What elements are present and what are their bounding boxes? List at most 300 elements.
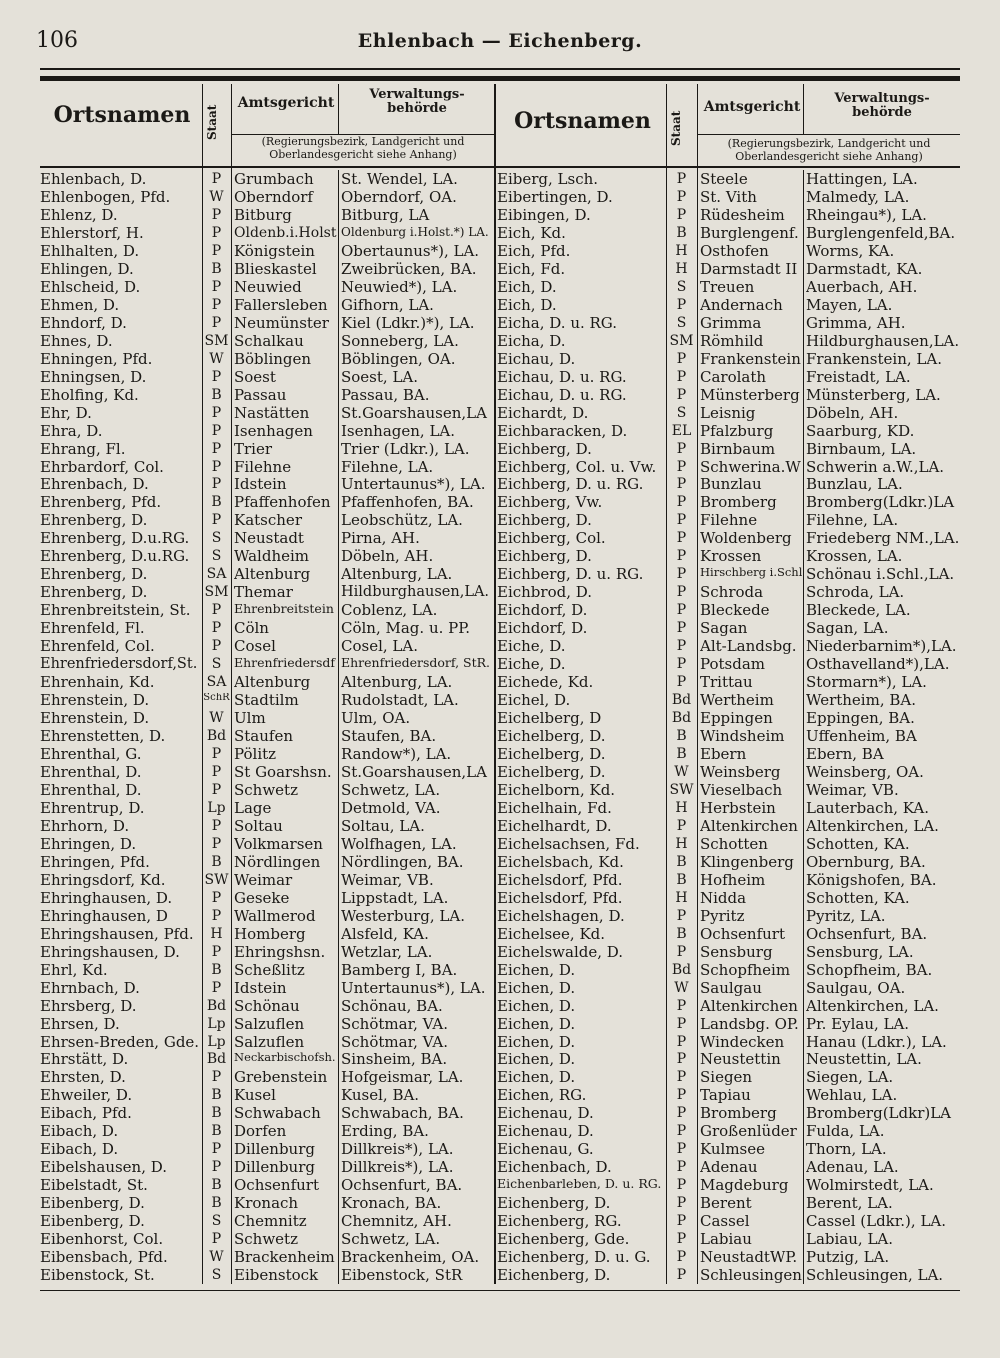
ortsname-cell: Eichberg, D. — [497, 441, 592, 457]
amtsgericht-cell: Münsterberg — [700, 387, 800, 403]
verwaltungsbehoerde-cell: Randow*), LA. — [341, 747, 452, 762]
amtsgericht-cell: Darmstadt II — [700, 261, 798, 277]
staat-cell: P — [211, 225, 222, 241]
amtsgericht-cell: Filehne — [234, 459, 292, 475]
verwaltungsbehoerde-cell: Freistadt, LA. — [806, 369, 911, 385]
amtsgericht-cell: Labiau — [700, 1232, 752, 1248]
staat-cell: B — [211, 1124, 222, 1140]
staat-cell: P — [676, 639, 687, 655]
verwaltungsbehoerde-cell: Gifhorn, LA. — [341, 297, 434, 313]
header-ortsnamen-left: Ortsnamen — [53, 102, 191, 128]
amtsgericht-cell: Ehrenfriedersdf — [234, 657, 336, 671]
staat-cell: P — [676, 369, 687, 385]
staat-cell: P — [211, 315, 222, 331]
verwaltungsbehoerde-cell: Wolmirstedt, LA. — [806, 1178, 934, 1194]
ortsname-cell: Eichenberg, D. — [497, 1268, 611, 1284]
verwaltungsbehoerde-cell: Bromberg(Ldkr.)LA — [806, 495, 955, 511]
verwaltungsbehoerde-cell: Hildburghausen,LA. — [806, 333, 959, 349]
staat-cell: B — [211, 387, 222, 403]
amtsgericht-cell: Windecken — [700, 1034, 785, 1050]
header-inner-rule — [697, 134, 960, 135]
staat-cell: P — [676, 818, 687, 834]
ortsname-cell: Eichdorf, D. — [497, 621, 588, 637]
amtsgericht-cell: Altenburg — [234, 675, 311, 691]
amtsgericht-cell: Sensburg — [700, 944, 773, 960]
staat-cell: SA — [206, 675, 227, 691]
ortsname-cell: Eiche, D. — [497, 639, 566, 655]
verwaltungsbehoerde-cell: Cassel (Ldkr.), LA. — [806, 1214, 947, 1230]
amtsgericht-cell: Schroda — [700, 585, 764, 601]
amtsgericht-cell: Trier — [234, 441, 273, 457]
ortsname-cell: Eibertingen, D. — [497, 189, 613, 205]
verwaltungsbehoerde-cell: Pfaffenhofen, BA. — [341, 495, 474, 511]
verwaltungsbehoerde-cell: Döbeln, AH. — [341, 549, 434, 565]
verwaltungsbehoerde-cell: Uffenheim, BA — [806, 729, 917, 745]
amtsgericht-cell: Nastätten — [234, 405, 310, 421]
verwaltungsbehoerde-cell: Bleckede, LA. — [806, 603, 911, 619]
amtsgericht-cell: Ehrenbreitstein — [234, 603, 334, 617]
verwaltungsbehoerde-cell: Fulda, LA. — [806, 1124, 885, 1140]
left-staat-column — [203, 172, 230, 1284]
ortsname-cell: Ehrsberg, D. — [40, 998, 137, 1014]
verwaltungsbehoerde-cell: Worms, KA. — [806, 243, 895, 259]
ortsname-cell: Eibenberg, D. — [40, 1214, 145, 1230]
verwaltungsbehoerde-cell: Pirna, AH. — [341, 531, 420, 547]
verwaltungsbehoerde-cell: Hanau (Ldkr.), LA. — [806, 1034, 947, 1050]
ortsname-cell: Ehlingen, D. — [40, 261, 134, 277]
amtsgericht-cell: Volkmarsen — [234, 836, 323, 852]
verwaltungsbehoerde-cell: Erding, BA. — [341, 1124, 429, 1140]
staat-cell: B — [211, 261, 222, 277]
ortsname-cell: Ehrenberg, D. — [40, 567, 148, 583]
ortsname-cell: Ehringsdorf, Kd. — [40, 872, 166, 888]
staat-cell: EL — [671, 423, 692, 439]
staat-cell: P — [211, 1142, 222, 1158]
verwaltungsbehoerde-cell: Schleusingen, LA. — [806, 1268, 944, 1284]
amtsgericht-cell: Altenburg — [234, 567, 311, 583]
amtsgericht-cell: Staufen — [234, 729, 293, 745]
verwaltungsbehoerde-cell: Pyritz, LA. — [806, 908, 886, 924]
staat-cell: B — [676, 225, 687, 241]
ortsname-cell: Eichen, D. — [497, 1052, 576, 1068]
staat-cell: P — [676, 1178, 687, 1194]
ortsname-cell: Ehringhausen, D. — [40, 890, 173, 906]
ortsname-cell: Eicha, D. u. RG. — [497, 315, 618, 331]
verwaltungsbehoerde-cell: Kiel (Ldkr.)*), LA. — [341, 315, 475, 331]
staat-cell: SW — [669, 782, 694, 798]
amtsgericht-cell: Treuen — [700, 279, 755, 295]
ortsname-cell: Eichberg, Col. — [497, 531, 606, 547]
verwaltungsbehoerde-cell: Obertaunus*), LA. — [341, 243, 480, 259]
verwaltungsbehoerde-cell: Kronach, BA. — [341, 1196, 442, 1212]
verwaltungsbehoerde-cell: Coblenz, LA. — [341, 603, 438, 619]
amtsgericht-cell: Klingenberg — [700, 854, 794, 870]
verwaltungsbehoerde-cell: Brackenheim, OA. — [341, 1250, 480, 1266]
staat-cell: H — [675, 836, 688, 852]
amtsgericht-cell: Katscher — [234, 513, 302, 529]
header-note-left: (Regierungsbezirk, Landgericht und Oberlandesgericht siehe Anhang) — [261, 135, 465, 161]
staat-cell: P — [211, 764, 222, 780]
verwaltungsbehoerde-cell: Schroda, LA. — [806, 585, 905, 601]
amtsgericht-cell: Schwetz — [234, 782, 298, 798]
top-rule-thin — [40, 68, 960, 70]
staat-cell: P — [211, 747, 222, 762]
amtsgericht-cell: Schopfheim — [700, 962, 791, 978]
staat-cell: H — [675, 261, 688, 277]
staat-cell: P — [676, 351, 687, 367]
ortsname-cell: Ehrenberg, D. — [40, 585, 148, 601]
ortsname-cell: Eichen, RG. — [497, 1088, 587, 1104]
verwaltungsbehoerde-cell: Filehne, LA. — [806, 513, 899, 529]
staat-cell: B — [676, 872, 687, 888]
amtsgericht-cell: Wallmerod — [234, 908, 316, 924]
ortsname-cell: Eichelswalde, D. — [497, 944, 624, 960]
staat-cell: P — [676, 297, 687, 313]
ortsname-cell: Ehrenhain, Kd. — [40, 675, 155, 691]
amtsgericht-cell: Schwabach — [234, 1106, 321, 1122]
staat-cell: B — [211, 1178, 222, 1194]
amtsgericht-cell: Steele — [700, 172, 748, 187]
verwaltungsbehoerde-cell: Darmstadt, KA. — [806, 261, 923, 277]
amtsgericht-cell: Schönau — [234, 998, 300, 1014]
ortsname-cell: Eichenau, D. — [497, 1106, 594, 1122]
ortsname-cell: Eibenberg, D. — [40, 1196, 145, 1212]
ortsname-cell: Ehrenthal, D. — [40, 764, 142, 780]
ortsname-cell: Ehlenz, D. — [40, 207, 118, 223]
amtsgericht-cell: Idstein — [234, 477, 287, 493]
staat-cell: P — [676, 1088, 687, 1104]
ortsname-cell: Ehrenfeld, Col. — [40, 639, 155, 655]
staat-cell: P — [211, 944, 222, 960]
top-rule-thick — [40, 76, 960, 81]
amtsgericht-cell: Schalkau — [234, 333, 304, 349]
staat-cell: P — [676, 675, 687, 691]
amtsgericht-cell: Grebenstein — [234, 1070, 328, 1086]
amtsgericht-cell: Schwetz — [234, 1232, 298, 1248]
staat-cell: P — [211, 405, 222, 421]
ortsname-cell: Eich, D. — [497, 297, 557, 313]
verwaltungsbehoerde-cell: Altenkirchen, LA. — [806, 998, 939, 1014]
ortsname-cell: Ehrenberg, D. — [40, 513, 148, 529]
verwaltungsbehoerde-cell: Grimma, AH. — [806, 315, 906, 331]
amtsgericht-cell: Bromberg — [700, 495, 777, 511]
ortsname-cell: Ehrenthal, G. — [40, 747, 142, 762]
amtsgericht-cell: Soltau — [234, 818, 283, 834]
staat-cell: P — [211, 980, 222, 996]
verwaltungsbehoerde-cell: St.Goarshausen,LA — [341, 764, 487, 780]
staat-cell: P — [211, 1070, 222, 1086]
amtsgericht-cell: Eppingen — [700, 711, 773, 727]
staat-cell: P — [211, 369, 222, 385]
ortsname-cell: Ehlerstorf, H. — [40, 225, 144, 241]
staat-cell: SM — [669, 333, 694, 349]
column-rule — [494, 84, 496, 1284]
amtsgericht-cell: Andernach — [700, 297, 783, 313]
ortsname-cell: Ehlenbach, D. — [40, 172, 147, 187]
amtsgericht-cell: Neumünster — [234, 315, 329, 331]
amtsgericht-cell: Ehringshsn. — [234, 944, 326, 960]
verwaltungsbehoerde-cell: Lippstadt, LA. — [341, 890, 449, 906]
verwaltungsbehoerde-cell: Labiau, LA. — [806, 1232, 894, 1248]
staat-cell: P — [676, 657, 687, 673]
verwaltungsbehoerde-cell: Bunzlau, LA. — [806, 477, 903, 493]
staat-cell: P — [676, 189, 687, 205]
ortsname-cell: Ehra, D. — [40, 423, 103, 439]
verwaltungsbehoerde-cell: Obernburg, BA. — [806, 854, 926, 870]
verwaltungsbehoerde-cell: Friedeberg NM.,LA. — [806, 531, 959, 547]
staat-cell: Lp — [207, 1016, 226, 1032]
staat-cell: P — [676, 908, 687, 924]
verwaltungsbehoerde-cell: Mayen, LA. — [806, 297, 893, 313]
ortsname-cell: Eichberg, Vw. — [497, 495, 603, 511]
verwaltungsbehoerde-cell: Ebern, BA — [806, 747, 884, 762]
ortsname-cell: Ehringshausen, Pfd. — [40, 926, 194, 942]
ortsname-cell: Eiche, D. — [497, 657, 566, 673]
staat-cell: P — [211, 243, 222, 259]
staat-cell: H — [675, 890, 688, 906]
ortsname-cell: Eichen, D. — [497, 1016, 576, 1032]
amtsgericht-cell: Neckarbischofsh. — [234, 1052, 336, 1065]
staat-cell: B — [211, 495, 222, 511]
staat-cell: P — [676, 1070, 687, 1086]
amtsgericht-cell: Osthofen — [700, 243, 769, 259]
right-ortsnamen-column — [497, 172, 665, 1284]
header-verwaltung-right: Verwaltungs-behörde — [834, 91, 930, 120]
staat-cell: P — [676, 1034, 687, 1050]
ortsname-cell: Eichen, D. — [497, 962, 576, 978]
amtsgericht-cell: Bunzlau — [700, 477, 762, 493]
ortsname-cell: Eich, Fd. — [497, 261, 566, 277]
verwaltungsbehoerde-cell: Detmold, VA. — [341, 800, 441, 816]
staat-cell: S — [211, 1214, 222, 1230]
right-verwaltung-column — [806, 172, 959, 1284]
staat-cell: Bd — [671, 711, 692, 727]
staat-cell: P — [676, 585, 687, 601]
verwaltungsbehoerde-cell: Altenburg, LA. — [341, 675, 453, 691]
ortsname-cell: Eichau, D. — [497, 351, 576, 367]
ortsname-cell: Ehringen, D. — [40, 836, 137, 852]
verwaltungsbehoerde-cell: Putzig, LA. — [806, 1250, 890, 1266]
header-staat-right: Staat — [669, 110, 683, 146]
amtsgericht-cell: Schotten — [700, 836, 768, 852]
staat-cell: P — [211, 279, 222, 295]
ortsname-cell: Eichelsee, Kd. — [497, 926, 606, 942]
staat-cell: S — [211, 657, 222, 673]
amtsgericht-cell: Salzuflen — [234, 1016, 305, 1032]
ortsname-cell: Eichau, D. u. RG. — [497, 369, 627, 385]
left-amtsgericht-column — [234, 172, 337, 1284]
ortsname-cell: Ehringen, Pfd. — [40, 854, 150, 870]
column-rule — [803, 170, 804, 1284]
verwaltungsbehoerde-cell: Leobschütz, LA. — [341, 513, 463, 529]
amtsgericht-cell: Ulm — [234, 711, 266, 727]
ortsname-cell: Eichelberg, D. — [497, 764, 606, 780]
staat-cell: P — [211, 1232, 222, 1248]
ortsname-cell: Eichelsachsen, Fd. — [497, 836, 640, 852]
ortsname-cell: Ehweiler, D. — [40, 1088, 133, 1104]
verwaltungsbehoerde-cell: Frankenstein, LA. — [806, 351, 942, 367]
verwaltungsbehoerde-cell: Schwabach, BA. — [341, 1106, 464, 1122]
staat-cell: Lp — [207, 1034, 226, 1050]
verwaltungsbehoerde-cell: Pr. Eylau, LA. — [806, 1016, 910, 1032]
staat-cell: P — [676, 477, 687, 493]
ortsname-cell: Eibelshausen, D. — [40, 1160, 168, 1176]
verwaltungsbehoerde-cell: Bromberg(Ldkr)LA — [806, 1106, 952, 1122]
verwaltungsbehoerde-cell: Eibenstock, StR — [341, 1268, 463, 1284]
ortsname-cell: Ehrenthal, D. — [40, 782, 142, 798]
staat-cell: P — [211, 1160, 222, 1176]
verwaltungsbehoerde-cell: Westerburg, LA. — [341, 908, 465, 924]
amtsgericht-cell: Ochsenfurt — [700, 926, 786, 942]
amtsgericht-cell: Stadtilm — [234, 693, 299, 709]
header-bottom-rule — [40, 166, 960, 168]
amtsgericht-cell: Magdeburg — [700, 1178, 789, 1194]
staat-cell: B — [676, 854, 687, 870]
staat-cell: S — [211, 1268, 222, 1284]
ortsname-cell: Eichelsdorf, Pfd. — [497, 872, 623, 888]
amtsgericht-cell: Dorfen — [234, 1124, 287, 1140]
verwaltungsbehoerde-cell: St.Goarshausen,LA — [341, 405, 487, 421]
amtsgericht-cell: Königstein — [234, 243, 315, 259]
amtsgericht-cell: Kronach — [234, 1196, 299, 1212]
ortsname-cell: Eholfing, Kd. — [40, 387, 139, 403]
right-staat-column — [667, 172, 696, 1284]
staat-cell: P — [211, 172, 222, 187]
verwaltungsbehoerde-cell: Soltau, LA. — [341, 818, 425, 834]
ortsname-cell: Eichberg, D. — [497, 549, 592, 565]
staat-cell: H — [675, 243, 688, 259]
ortsname-cell: Eichenberg, RG. — [497, 1214, 622, 1230]
amtsgericht-cell: Großenlüder — [700, 1124, 797, 1140]
amtsgericht-cell: Oberndorf — [234, 189, 313, 205]
ortsname-cell: Eiberg, Lsch. — [497, 172, 599, 187]
amtsgericht-cell: Burglengenf. — [700, 225, 799, 241]
verwaltungsbehoerde-cell: Saarburg, KD. — [806, 423, 915, 439]
staat-cell: S — [211, 549, 222, 565]
left-ortsnamen-column — [40, 172, 200, 1284]
staat-cell: S — [676, 315, 687, 331]
verwaltungsbehoerde-cell: Dillkreis*), LA. — [341, 1160, 454, 1176]
verwaltungsbehoerde-cell: Oldenburg i.Holst.*) LA. — [341, 225, 489, 239]
amtsgericht-cell: Frankenstein — [700, 351, 801, 367]
amtsgericht-cell: Grimma — [700, 315, 762, 331]
verwaltungsbehoerde-cell: Hattingen, LA. — [806, 172, 918, 187]
staat-cell: P — [676, 1232, 687, 1248]
ortsname-cell: Ehnes, D. — [40, 333, 113, 349]
amtsgericht-cell: Cassel — [700, 1214, 750, 1230]
column-rule — [338, 84, 339, 134]
verwaltungsbehoerde-cell: Osthavelland*),LA. — [806, 657, 950, 673]
column-rule — [803, 84, 804, 134]
staat-cell: P — [211, 639, 222, 655]
staat-cell: P — [676, 459, 687, 475]
amtsgericht-cell: Bleckede — [700, 603, 770, 619]
verwaltungsbehoerde-cell: Weimar, VB. — [341, 872, 434, 888]
verwaltungsbehoerde-cell: Sinsheim, BA. — [341, 1052, 448, 1068]
staat-cell: P — [676, 207, 687, 223]
staat-cell: P — [211, 477, 222, 493]
staat-cell: B — [676, 747, 687, 762]
amtsgericht-cell: Schleusingen — [700, 1268, 802, 1284]
ortsname-cell: Eichenau, D. — [497, 1124, 594, 1140]
header-verwaltung-left: Verwaltungs-behörde — [369, 87, 465, 116]
verwaltungsbehoerde-cell: Dillkreis*), LA. — [341, 1142, 454, 1158]
amtsgericht-cell: Fallersleben — [234, 297, 328, 313]
amtsgericht-cell: Ochsenfurt — [234, 1178, 320, 1194]
ortsname-cell: Ehrenbach, D. — [40, 477, 149, 493]
amtsgericht-cell: Adenau — [700, 1160, 758, 1176]
ortsname-cell: Ehringhausen, D — [40, 908, 168, 924]
ortsname-cell: Eich, D. — [497, 279, 557, 295]
amtsgericht-cell: Nördlingen — [234, 854, 321, 870]
amtsgericht-cell: Bitburg — [234, 207, 292, 223]
verwaltungsbehoerde-cell: Hofgeismar, LA. — [341, 1070, 464, 1086]
verwaltungsbehoerde-cell: Stormarn*), LA. — [806, 675, 927, 691]
staat-cell: W — [209, 711, 224, 727]
ortsname-cell: Ehlenbogen, Pfd. — [40, 189, 171, 205]
verwaltungsbehoerde-cell: Bitburg, LA — [341, 207, 430, 223]
verwaltungsbehoerde-cell: Birnbaum, LA. — [806, 441, 917, 457]
ortsname-cell: Eichelshagen, D. — [497, 908, 625, 924]
staat-cell: P — [676, 621, 687, 637]
verwaltungsbehoerde-cell: Cosel, LA. — [341, 639, 418, 655]
amtsgericht-cell: Kusel — [234, 1088, 276, 1104]
amtsgericht-cell: Homberg — [234, 926, 306, 942]
amtsgericht-cell: Böblingen — [234, 351, 312, 367]
header-ortsnamen-right: Ortsnamen — [514, 108, 651, 134]
staat-cell: Bd — [206, 998, 227, 1014]
staat-cell: P — [211, 513, 222, 529]
staat-cell: P — [211, 297, 222, 313]
verwaltungsbehoerde-cell: Sensburg, LA. — [806, 944, 914, 960]
staat-cell: W — [674, 764, 689, 780]
staat-cell: P — [211, 207, 222, 223]
ortsname-cell: Eichberg, D. u. RG. — [497, 567, 644, 583]
amtsgericht-cell: Neuwied — [234, 279, 302, 295]
staat-cell: P — [676, 495, 687, 511]
amtsgericht-cell: Weimar — [234, 872, 293, 888]
verwaltungsbehoerde-cell: Wertheim, BA. — [806, 693, 916, 709]
verwaltungsbehoerde-cell: Sagan, LA. — [806, 621, 889, 637]
staat-cell: P — [676, 387, 687, 403]
verwaltungsbehoerde-cell: Ochsenfurt, BA. — [806, 926, 928, 942]
ortsname-cell: Ehrhorn, D. — [40, 818, 130, 834]
staat-cell: P — [676, 172, 687, 187]
staat-cell: P — [211, 908, 222, 924]
amtsgericht-cell: Birnbaum — [700, 441, 776, 457]
ortsname-cell: Eibelstadt, St. — [40, 1178, 148, 1194]
ortsname-cell: Eichelborn, Kd. — [497, 782, 616, 798]
staat-cell: SchR — [203, 693, 230, 704]
verwaltungsbehoerde-cell: Berent, LA. — [806, 1196, 893, 1212]
verwaltungsbehoerde-cell: Eppingen, BA. — [806, 711, 915, 727]
verwaltungsbehoerde-cell: Münsterberg, LA. — [806, 387, 941, 403]
amtsgericht-cell: Brackenheim — [234, 1250, 335, 1266]
staat-cell: Bd — [671, 962, 692, 978]
ortsname-cell: Eichenberg, Gde. — [497, 1232, 630, 1248]
amtsgericht-cell: Schwerina.W — [700, 459, 801, 475]
amtsgericht-cell: Eibenstock — [234, 1268, 319, 1284]
amtsgericht-cell: Dillenburg — [234, 1142, 315, 1158]
verwaltungsbehoerde-cell: Schopfheim, BA. — [806, 962, 933, 978]
verwaltungsbehoerde-cell: Bamberg I, BA. — [341, 962, 458, 978]
ortsname-cell: Ehrang, Fl. — [40, 441, 126, 457]
running-title: Ehlenbach — Eichenberg. — [357, 30, 643, 52]
ortsname-cell: Ehlscheid, D. — [40, 279, 141, 295]
staat-cell: P — [676, 513, 687, 529]
verwaltungsbehoerde-cell: Zweibrücken, BA. — [341, 261, 477, 277]
ortsname-cell: Eichbaracken, D. — [497, 423, 628, 439]
